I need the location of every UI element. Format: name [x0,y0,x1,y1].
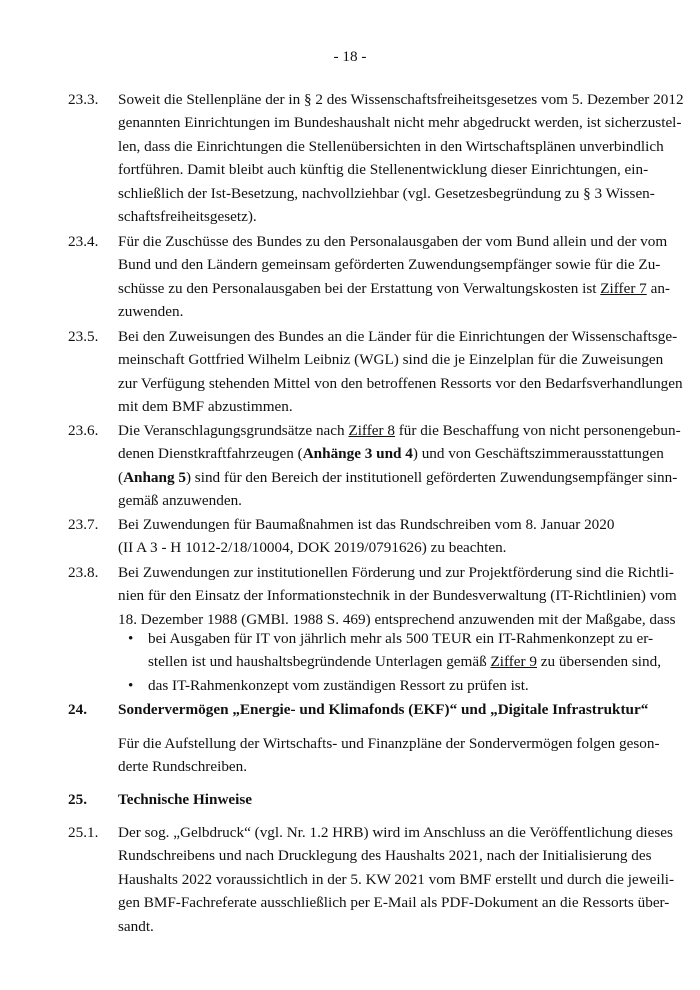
bold-reference: Anhänge 3 und 4 [302,445,413,463]
text-line: gen BMF-Fachreferate ausschließlich per E-Mail als PDF-Dokument an die Ressorts über- [118,894,670,912]
text-line [118,466,678,489]
text-line: Bei Zuwendungen für Baumaßnahmen ist das Rundschreiben vom 8. Januar 2020 [118,516,615,533]
paragraph-23-7 [68,513,636,560]
paragraph-number: 23.5. [68,328,99,345]
bullet-list [118,627,661,697]
text-segment: zu übersenden sind, [537,653,661,671]
text-segment: denen Dienstkraftfahrzeugen ( [118,445,303,463]
text-line: schaftsfreiheitsgesetz). [118,208,257,226]
page-number: - 18 - [333,48,367,65]
paragraph-23-8 [68,561,677,631]
text-line: das IT-Rahmenkonzept vom zuständigen Ressort zu prüfen ist. [148,676,529,694]
text-line: Bei Zuwendungen zur institutionellen Förderung und zur Projektförderung sind die Richtli- [118,564,674,581]
text-line: 18. Dezember 1988 (GMBl. 1988 S. 469) entsprechend anzuwenden mit der Maßgabe, dass [118,610,676,628]
section-heading-25 [68,788,668,812]
text-segment: ) sind für den Bereich der institutionell geförderten Zuwendungsempfänger sinn- [185,468,678,486]
section-title: Technische Hinweise [118,791,253,808]
text-line [118,277,670,300]
bullet-icon: • [128,676,134,694]
text-line: derte Rundschreiben. [118,758,248,776]
text-line: bei Ausgaben für IT von jährlich mehr als 500 TEUR ein IT-Rahmenkonzept zu er- [148,630,654,647]
text-line [118,442,664,465]
text-segment: stellen ist und haushaltsbegründende Unterlagen gemäß [148,653,491,671]
paragraph-23-3 [68,88,684,228]
section-number: 25. [68,791,87,808]
text-segment: für die Beschaffung von nicht personengebun- [394,422,681,439]
ziffer-8-link[interactable]: Ziffer 8 [348,422,395,439]
text-line: genannten Einrichtungen im Bundeshaushalt nicht mehr abgedruckt werden, ist sicherzustel- [118,114,682,132]
text-line: nien für den Einsatz der Informationstechnik in der Bundesverwaltung (IT-Richtlinien) vom [118,587,677,605]
paragraph-23-6 [68,419,681,513]
text-line: fortführen. Damit bleibt auch künftig die Stellenentwicklung dieser Einrichtungen, ein- [118,161,649,179]
paragraph-25-1 [68,821,675,938]
text-line: Der sog. „Gelbdruck“ (vgl. Nr. 1.2 HRB) wird im Anschluss an die Veröffentlichung dieses [118,824,673,841]
text-segment: ) und von Geschäftszimmerausstattungen [412,445,664,463]
text-line [118,419,681,442]
text-segment: schüsse zu den Personalausgaben bei der Erstattung von Verwaltungskosten ist [118,279,601,297]
text-line: mit dem BMF abzustimmen. [118,398,293,416]
bold-reference: Anhang 5 [123,468,186,486]
section-heading-24 [68,698,668,722]
text-line: zur Verfügung stehenden Mittel von den betroffenen Ressorts vor den Bedarfsverhandlungen [118,374,683,392]
text-segment: an- [646,279,670,297]
text-segment: ( [118,468,124,486]
text-line: Soweit die Stellenpläne der in § 2 des Wissenschaftsfreiheitsgesetzes vom 5. Dezember 2012 [118,91,684,108]
text-line: Für die Zuschüsse des Bundes zu den Personalausgaben der vom Bund allein und der vom [118,233,668,250]
text-line [148,650,661,673]
list-item [118,627,661,674]
text-line: zuwenden. [118,303,184,321]
text-segment: Die Veranschlagungsgrundsätze nach [118,422,349,439]
section-number: 24. [68,701,87,718]
ziffer-9-link[interactable]: Ziffer 9 [490,653,537,671]
text-line: Bei den Zuweisungen des Bundes an die Länder für die Einrichtungen der Wissenschaftsge- [118,328,678,345]
paragraph-number: 23.7. [68,516,99,533]
paragraph-23-4 [68,230,670,324]
paragraph-number: 23.4. [68,233,99,250]
section-24-body [68,732,660,779]
text-line: Bund und den Ländern gemeinsam geförderten Zuwendungsempfänger sowie für die Zu- [118,256,661,274]
text-line: Rundschreibens und nach Drucklegung des Haushalts 2021, nach der Initialisierung des [118,847,652,865]
text-line: Für die Aufstellung der Wirtschafts- und Finanzpläne der Sondervermögen folgen geson- [118,735,660,752]
text-line: sandt. [118,917,154,935]
text-line: Haushalts 2022 voraussichtlich in der 5. KW 2021 vom BMF erstellt und durch die jeweili- [118,870,675,888]
paragraph-23-5 [68,325,683,419]
text-line: schließlich der Ist-Besetzung, nachvollziehbar (vgl. Gesetzesbegründung zu § 3 Wissen- [118,184,655,202]
text-line: (II A 3 - H 1012-2/18/10004, DOK 2019/0791626) zu beachten. [118,539,507,557]
text-line: len, dass die Einrichtungen die Stellenübersichten in den Wirtschaftsplänen unverbindlich [118,137,664,155]
ziffer-7-link[interactable]: Ziffer 7 [600,279,647,297]
paragraph-number: 23.3. [68,91,99,108]
paragraph-number: 23.6. [68,422,99,439]
section-title: Sondervermögen „Energie- und Klimafonds (EKF)“ und „Digitale Infrastruktur“ [118,701,649,718]
bullet-icon: • [128,630,134,647]
list-item [118,674,636,697]
paragraph-number: 23.8. [68,564,99,581]
paragraph-number: 25.1. [68,824,99,841]
text-line: meinschaft Gottfried Wilhelm Leibniz (WGL) sind die je Einzelplan für die Zuweisungen [118,351,664,369]
text-line: gemäß anzuwenden. [118,492,242,510]
